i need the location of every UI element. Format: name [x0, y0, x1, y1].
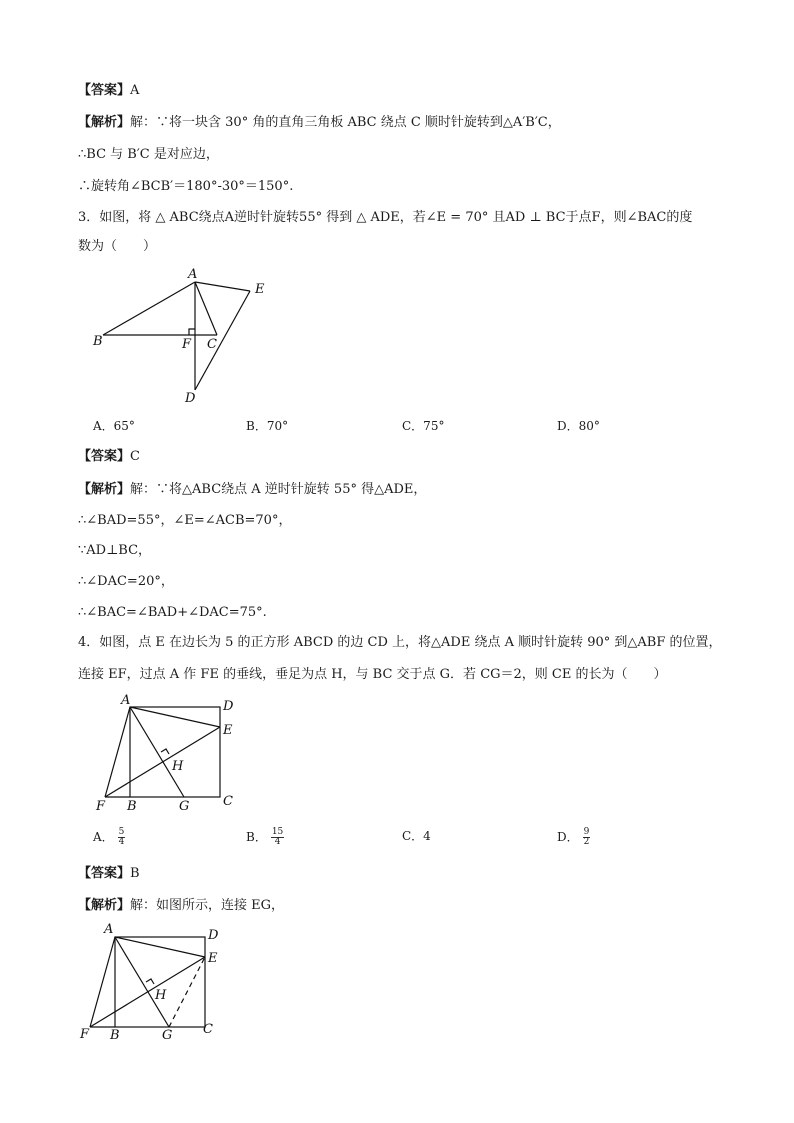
analysis-text: 解：∵将一块含 30° 角的直角三角板 ABC 绕点 C 顺时针旋转到△A′B′C，: [130, 115, 561, 130]
analysis-text: 解：如图所示，连接 EG，: [130, 898, 285, 913]
choice-d: [557, 828, 590, 847]
numerator: 9: [583, 827, 590, 837]
answer-value: A: [130, 83, 140, 98]
choice-c: C．4: [402, 829, 431, 843]
analysis-line: ∴BC 与 B′C 是对应边，: [78, 147, 219, 162]
segment-ae: [115, 937, 205, 957]
analysis-text: 解：∵将△ABC绕点 A 逆时针旋转 55° 得△ADE，: [130, 482, 427, 497]
fraction: [118, 828, 126, 847]
question-4-figure: [90, 692, 250, 817]
analysis-tag: 【解析】: [78, 898, 131, 913]
denominator: 2: [583, 837, 590, 847]
right-angle-mark: [146, 979, 154, 984]
label-g: G: [162, 1028, 173, 1043]
choice-c: C．75°: [402, 419, 445, 433]
label-a: A: [104, 922, 114, 937]
analysis-line: [78, 481, 426, 499]
choice-b: [246, 828, 284, 847]
label-h: H: [155, 988, 167, 1003]
right-angle-mark: [161, 749, 169, 754]
label-c: C: [223, 794, 233, 809]
answer-line-3: [78, 448, 140, 466]
denominator: 4: [118, 837, 125, 847]
segment-ae: [195, 282, 250, 291]
label-f: F: [80, 1027, 90, 1042]
label-b: B: [93, 334, 103, 349]
label-b: B: [110, 1028, 120, 1043]
label-d: D: [223, 699, 234, 714]
label-g: G: [179, 799, 190, 814]
question-3-figure: [85, 262, 285, 410]
segment-ab: [103, 282, 195, 335]
question-3-stem: 3．如图，将 △ ABC绕点A逆时针旋转55° 得到 △ ADE，若∠E = 70° 且AD ⊥ BC于点F，则∠BAC的度: [78, 210, 693, 225]
choice-d: D．80°: [557, 419, 600, 433]
square-abcd: [130, 707, 220, 797]
label-e: E: [223, 723, 233, 738]
choice-a-prefix: A．: [93, 830, 114, 844]
question-4-stem-cont: 连接 EF，过点 A 作 FE 的垂线，垂足为点 H，与 BC 交于点 G．若 CG＝2，则 CE 的长为（ ）: [78, 667, 667, 682]
label-d: D: [208, 928, 219, 943]
label-b: B: [127, 799, 137, 814]
segment-de: [195, 291, 250, 390]
answer-value: B: [130, 866, 140, 881]
fraction: [583, 828, 591, 847]
label-d: D: [185, 391, 196, 406]
label-e: E: [208, 951, 218, 966]
numerator: 15: [271, 827, 284, 837]
label-e: E: [255, 282, 265, 297]
question-3-stem-cont: 数为（ ）: [78, 239, 157, 254]
denominator: 4: [274, 837, 281, 847]
segment-ae: [130, 707, 220, 727]
answer-value: C: [130, 449, 140, 464]
label-h: H: [172, 759, 184, 774]
analysis-line: [78, 114, 561, 132]
segment-ag: [115, 937, 169, 1027]
numerator: 5: [118, 827, 125, 837]
choice-b: B．70°: [246, 419, 289, 433]
question-4-solution-figure: [75, 920, 235, 1050]
segment-ag: [130, 707, 184, 797]
square-abcd: [115, 937, 205, 1027]
answer-tag: 【答案】: [78, 449, 131, 464]
analysis-line: ∴旋转角∠BCB′＝180°-30°＝150°.: [78, 179, 294, 194]
answer-line-1: [78, 82, 139, 100]
analysis-line: ∴∠BAD=55°，∠E=∠ACB=70°，: [78, 513, 292, 528]
answer-tag: 【答案】: [78, 83, 131, 98]
analysis-line: ∴∠BAC=∠BAD+∠DAC=75°.: [78, 605, 267, 620]
analysis-tag: 【解析】: [78, 482, 131, 497]
segment-ac: [195, 282, 217, 335]
label-f: F: [182, 337, 192, 352]
choice-a: A．65°: [93, 419, 135, 433]
choice-d-prefix: D．: [557, 830, 579, 844]
analysis-line: ∵AD⊥BC，: [78, 543, 152, 558]
choice-a: [93, 828, 125, 847]
label-c: C: [203, 1022, 213, 1037]
question-4-stem: 4．如图，点 E 在边长为 5 的正方形 ABCD 的边 CD 上，将△ADE 绕点 A 顺时针旋转 90° 到△ABF 的位置，: [78, 635, 722, 650]
answer-tag: 【答案】: [78, 866, 131, 881]
answer-line-4: [78, 865, 140, 883]
label-c: C: [207, 337, 217, 352]
fraction: [271, 828, 284, 847]
right-angle-mark: [189, 329, 195, 335]
analysis-tag: 【解析】: [78, 115, 131, 130]
label-a: A: [188, 267, 198, 282]
analysis-line: [78, 897, 284, 915]
label-f: F: [96, 799, 106, 814]
label-a: A: [121, 693, 131, 708]
analysis-line: ∴∠DAC=20°，: [78, 574, 174, 589]
choice-b-prefix: B．: [246, 830, 267, 844]
